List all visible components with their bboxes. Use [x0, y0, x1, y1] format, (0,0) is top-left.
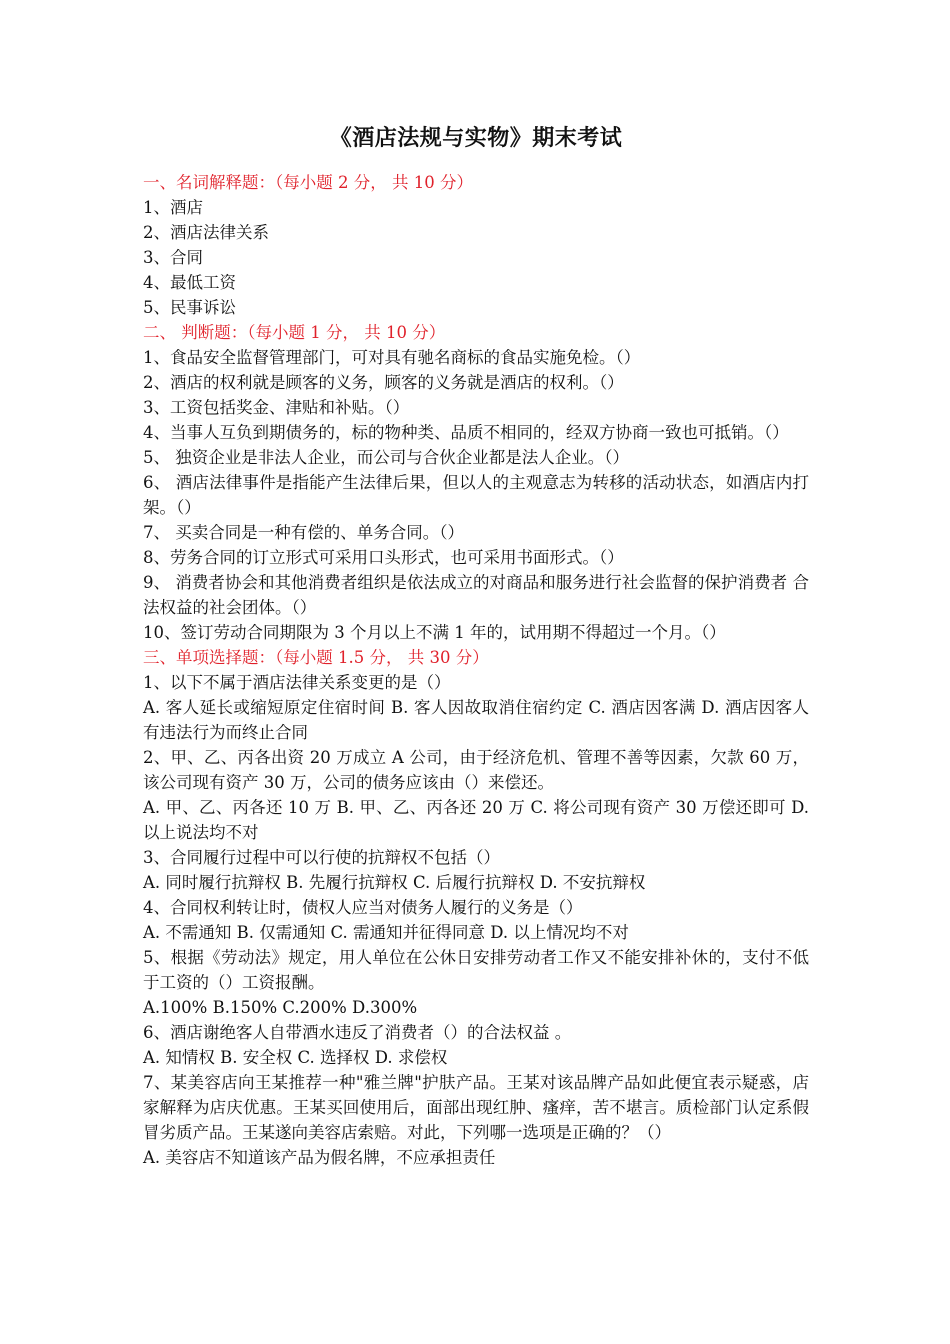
- question-item: 5、民事诉讼: [143, 298, 236, 317]
- section-heading: 一、名词解释题：（每小题 2 分， 共 10 分）: [143, 173, 473, 192]
- answer-options: A. 美容店不知道该产品为假名牌，不应承担责任: [143, 1148, 496, 1167]
- question-item: 2、酒店的权利就是顾客的义务，顾客的义务就是酒店的权利。（）: [143, 373, 624, 392]
- question-item: 1、以下不属于酒店法律关系变更的是（）: [143, 673, 451, 692]
- section-multiple-choice: [143, 645, 809, 1170]
- question-item: 1、食品安全监督管理部门，可对具有驰名商标的食品实施免检。（）: [143, 348, 641, 367]
- question-item: 2、酒店法律关系: [143, 223, 269, 242]
- question-item: 3、合同履行过程中可以行使的抗辩权不包括（）: [143, 848, 500, 867]
- answer-options: A. 客人延长或缩短原定住宿时间 B. 客人因故取消住宿约定 C. 酒店因客满 D. 酒店因客人有违法行为而终止合同: [143, 698, 809, 742]
- answer-options: A.100% B.150% C.200% D.300%: [143, 998, 418, 1017]
- question-item: 6、酒店谢绝客人自带酒水违反了消费者（）的合法权益 。: [143, 1023, 572, 1042]
- question-item: 7、 买卖合同是一种有偿的、单务合同。（）: [143, 523, 464, 542]
- section-heading: 二、 判断题：（每小题 1 分， 共 10 分）: [143, 323, 446, 342]
- question-item: 4、当事人互负到期债务的，标的物种类、品质不相同的，经双方协商一致也可抵销。（）: [143, 423, 789, 442]
- answer-options: A. 不需通知 B. 仅需通知 C. 需通知并征得同意 D. 以上情况均不对: [143, 923, 629, 942]
- question-item: 3、工资包括奖金、津贴和补贴。（）: [143, 398, 410, 417]
- section-true-false: [143, 320, 809, 645]
- question-item: 8、劳务合同的订立形式可采用口头形式，也可采用书面形式。（）: [143, 548, 624, 567]
- question-item: 6、 酒店法律事件是指能产生法律后果，但以人的主观意志为转移的活动状态，如酒店内打架。（）: [143, 473, 809, 517]
- question-item: 4、最低工资: [143, 273, 236, 292]
- question-item: 10、签订劳动合同期限为 3 个月以上不满 1 年的，试用期不得超过一个月。（）: [143, 623, 726, 642]
- question-item: 5、 独资企业是非法人企业，而公司与合伙企业都是法人企业。（）: [143, 448, 629, 467]
- question-item: 2、甲、乙、丙各出资 20 万成立 A 公司，由于经济危机、管理不善等因素，欠款 60 万，该公司现有资产 30 万，公司的债务应该由（）来偿还。: [143, 748, 809, 792]
- question-item: 5、根据《劳动法》规定，用人单位在公休日安排劳动者工作又不能安排补休的，支付不低 于工资的（）工资报酬。: [143, 948, 809, 992]
- question-item: 1、酒店: [143, 198, 203, 217]
- question-item: 9、 消费者协会和其他消费者组织是依法成立的对商品和服务进行社会监督的保护消费者 合法权益的社会团体。（）: [143, 573, 809, 617]
- answer-options: A. 甲、乙、丙各还 10 万 B. 甲、乙、丙各还 20 万 C. 将公司现有资产 30 万偿还即可 D. 以上说法均不对: [143, 798, 809, 842]
- answer-options: A. 同时履行抗辩权 B. 先履行抗辩权 C. 后履行抗辩权 D. 不安抗辩权: [143, 873, 646, 892]
- section-definitions: [143, 170, 809, 320]
- question-item: 7、某美容店向王某推荐一种"雅兰牌"护肤产品。王某对该品牌产品如此便宜表示疑惑，店家解释为店庆优惠。王某买回使用后，面部出现红肿、瘙痒，苦不堪言。质检部门认定系假冒劣质产品。王某遂向美容店索赔。对此，下列哪一选项是正确的？（）: [143, 1073, 809, 1142]
- question-item: 4、合同权利转让时，债权人应当对债务人履行的义务是（）: [143, 898, 583, 917]
- question-item: 3、合同: [143, 248, 203, 267]
- answer-options: A. 知情权 B. 安全权 C. 选择权 D. 求偿权: [143, 1048, 448, 1067]
- section-heading: 三、单项选择题：（每小题 1.5 分， 共 30 分）: [143, 648, 489, 667]
- document-page: [143, 118, 809, 1170]
- page-title: 《酒店法规与实物》期末考试: [329, 125, 623, 151]
